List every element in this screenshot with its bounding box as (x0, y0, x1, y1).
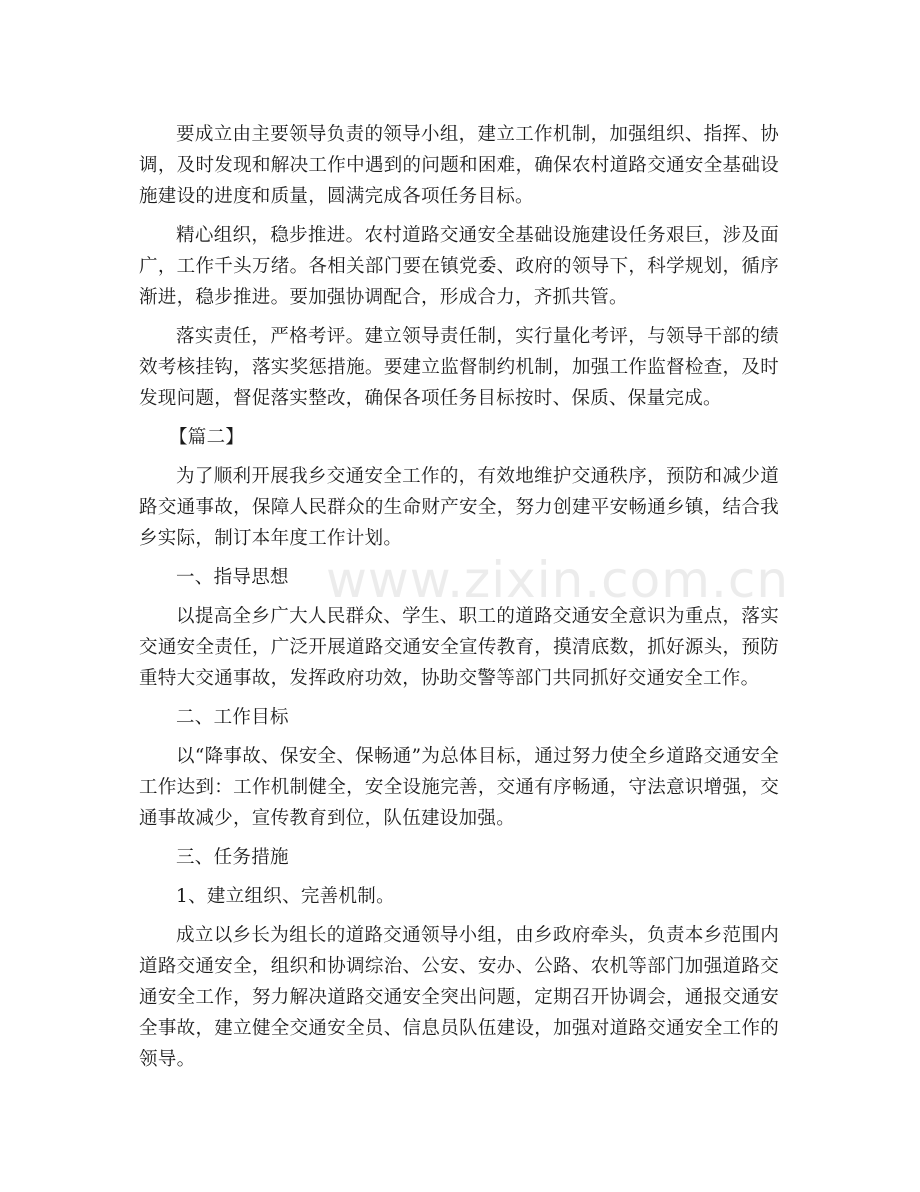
paragraph-responsibility: 落实责任，严格考评。建立领导责任制，实行量化考评，与领导干部的绩效考核挂钩，落实奖惩措施。要建立监督制约机制，加强工作监督检查，及时发现问题，督促落实整改，确保各项任务目标按时、保质、保量完成。 (139, 326, 779, 409)
heading-guiding-ideology: 一、指导思想 (176, 567, 289, 588)
document-body (139, 119, 779, 1083)
paragraph-guiding-ideology: 以提高全乡广大人民群众、学生、职工的道路交通安全意识为重点，落实交通安全责任，广泛开展道路交通安全宣传教育，摸清底数，抓好源头，预防重特大交通事故，发挥政府功效，协助交警等部门共同抓好交通安全工作。 (139, 606, 779, 689)
paragraph-leadership-group: 要成立由主要领导负责的领导小组，建立工作机制，加强组织、指挥、协调，及时发现和解决工作中遇到的问题和困难，确保农村道路交通安全基础设施建设的进度和质量，圆满完成各项任务目标。 (139, 124, 779, 207)
paragraph-establish-organization: 成立以乡长为组长的道路交通领导小组，由乡政府牵头，负责本乡范围内道路交通安全，组织和协调综治、公安、安办、公路、农机等部门加强道路交通安全工作，努力解决道路交通安全突出问题，定期召开协调会，通报交通安全事故，建立健全交通安全员、信息员队伍建设，加强对道路交通安全工作的领导。 (139, 925, 779, 1070)
heading-task-measures: 三、任务措施 (176, 847, 289, 868)
paragraph-work-goals: 以“降事故、保安全、保畅通”为总体目标，通过努力使全乡道路交通安全工作达到：工作机制健全，安全设施完善，交通有序畅通，守法意识增强，交通事故减少，宣传教育到位，队伍建设加强。 (139, 746, 779, 829)
heading-work-goals: 二、工作目标 (176, 707, 289, 728)
watermark: www.zixin.com.cn (326, 551, 790, 609)
section-title: 【篇二】 (169, 427, 245, 448)
paragraph-careful-organization: 精心组织，稳步推进。农村道路交通安全基础设施建设任务艰巨，涉及面广，工作千头万绪。各相关部门要在镇党委、政府的领导下，科学规划，循序渐进，稳步推进。要加强协调配合，形成合力，齐抓共管。 (139, 225, 779, 308)
subheading-establish-organization: 1、建立组织、完善机制。 (176, 886, 395, 907)
paragraph-intro: 为了顺利开展我乡交通安全工作的，有效地维护交通秩序，预防和减少道路交通事故，保障人民群众的生命财产安全，努力创建平安畅通乡镇，结合我乡实际，制订本年度工作计划。 (139, 466, 779, 549)
